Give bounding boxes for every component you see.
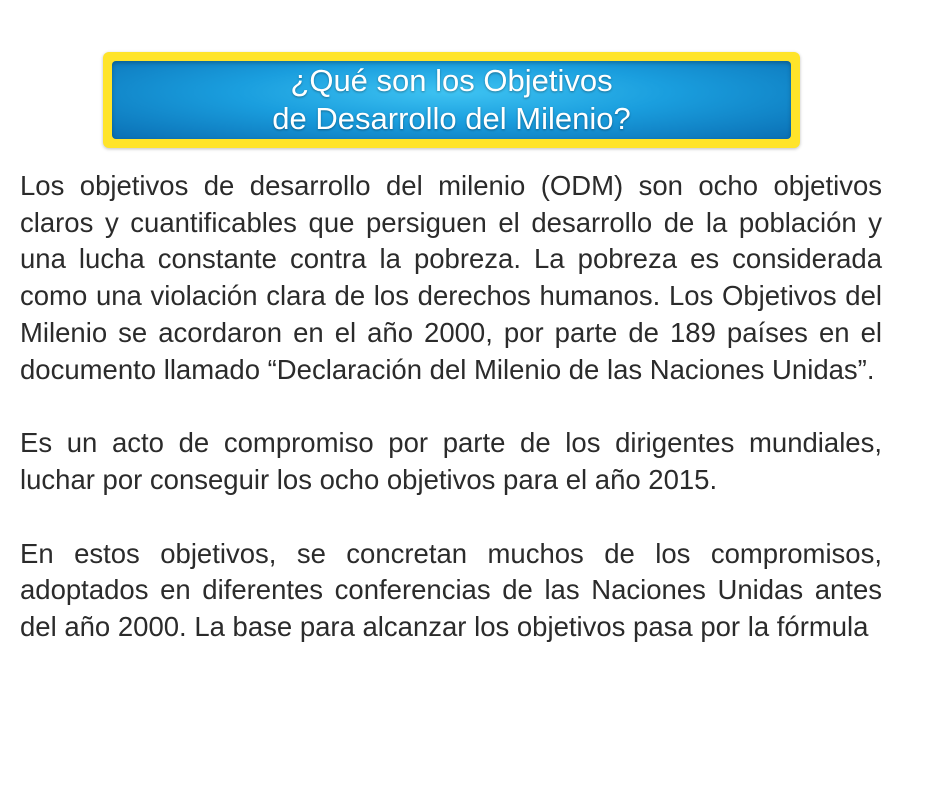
- title-banner: [103, 52, 800, 148]
- title-banner-inner: [112, 61, 791, 139]
- paragraph-formula: En estos objetivos, se concretan muchos de los compromisos, adoptados en diferentes conferencias de las Naciones Unidas antes del año 2000. La base para alcanzar los objetivos pasa por la fórmula: [20, 537, 882, 643]
- page-title-line-2: de Desarrollo del Milenio?: [272, 101, 631, 136]
- page-title: [272, 62, 630, 138]
- body-text: [20, 168, 882, 683]
- paragraph-commitment: Es un acto de compromiso por parte de los dirigentes mundiales, luchar por conseguir los ocho objetivos para el año 2015.: [20, 427, 882, 495]
- page-title-line-1: ¿Qué son los Objetivos: [290, 63, 613, 98]
- paragraph-odm-definition: Los objetivos de desarrollo del milenio (ODM) son ocho objetivos claros y cuantificables que persiguen el desarrollo de la población y una lucha constante contra la pobreza. La pobreza es considerada como una violación clara de los derechos humanos. Los Objetivos del Milenio se acordaron en el año 2000, por parte de 189 países en el documento llamado “Declaración del Milenio de las Naciones Unidas”.: [20, 170, 882, 385]
